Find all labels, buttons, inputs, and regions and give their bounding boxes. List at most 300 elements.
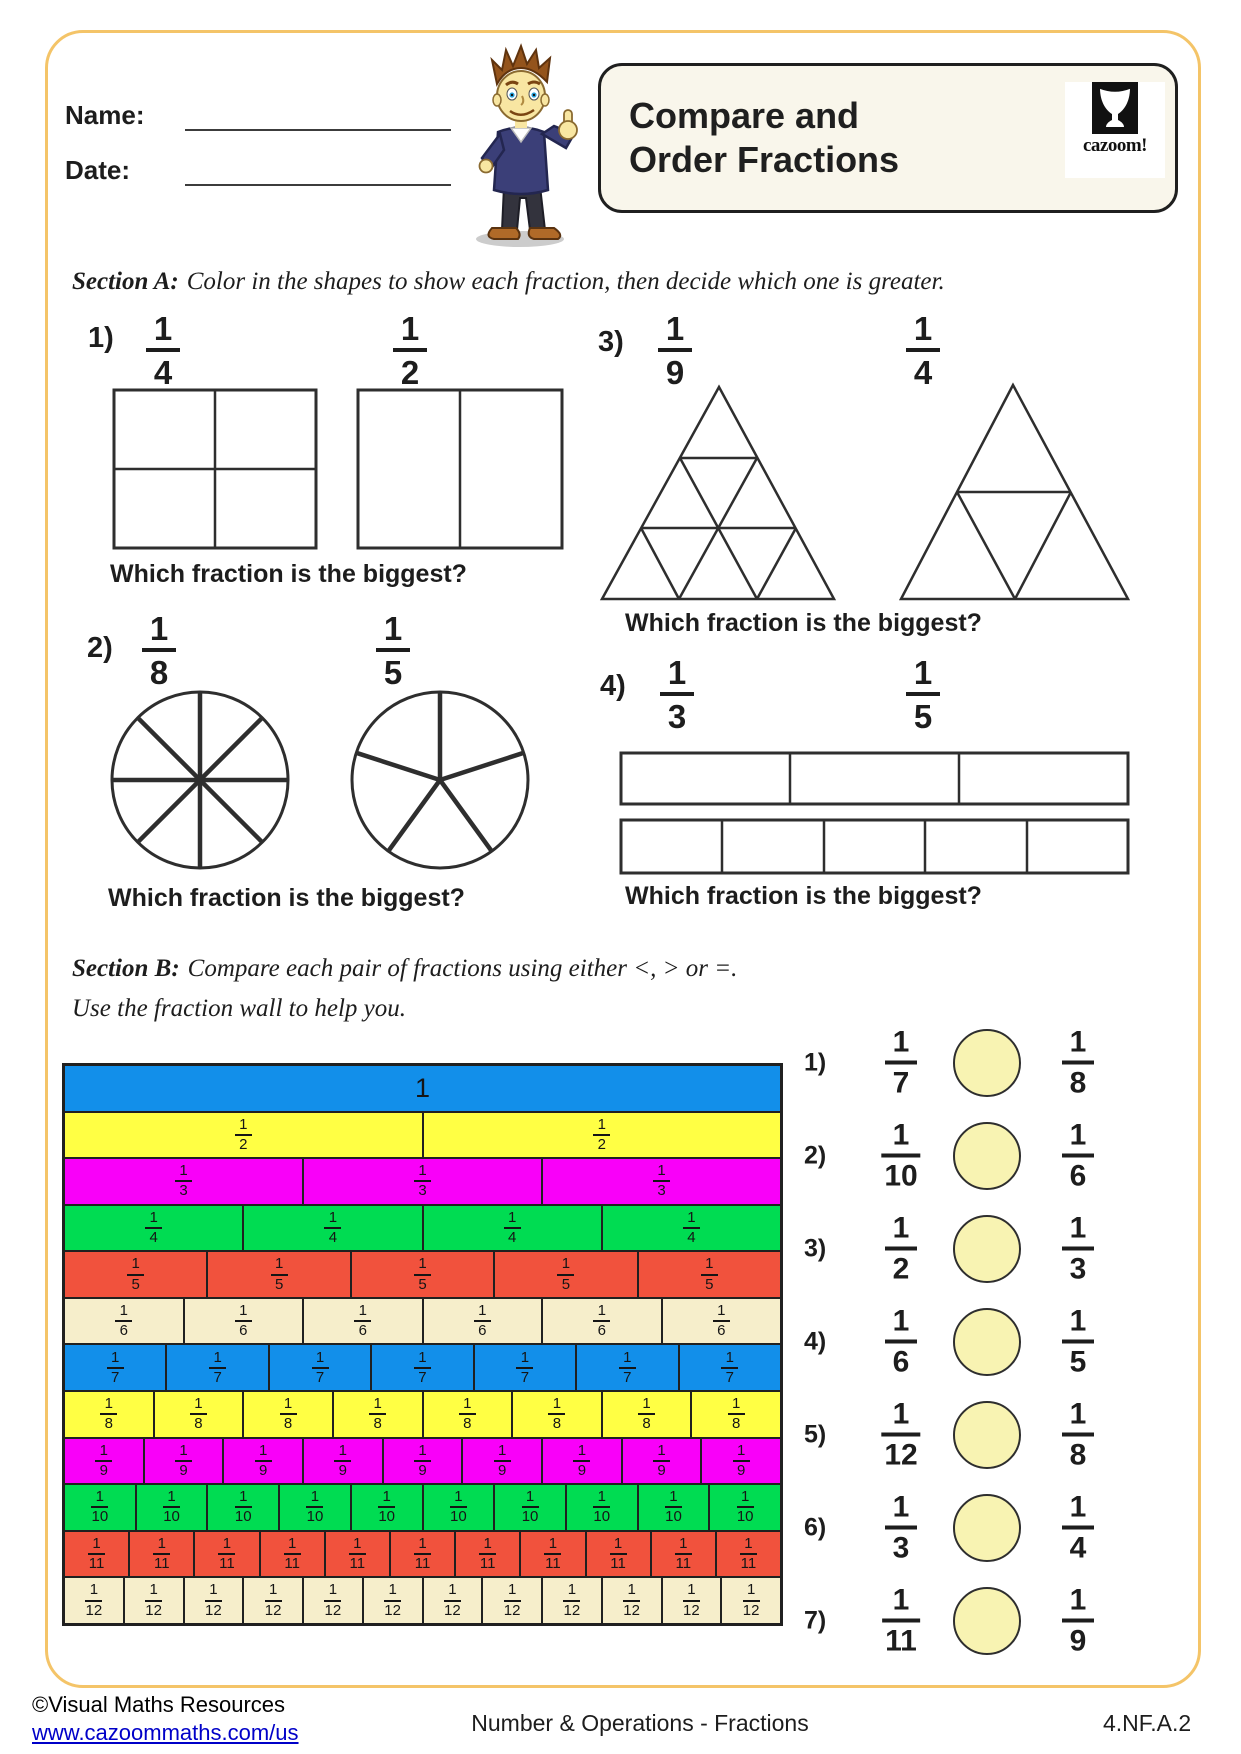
worksheet-title-line1: Compare and — [629, 95, 860, 136]
fraction-numerator: 1 — [373, 1395, 382, 1413]
left-fraction — [885, 1490, 917, 1565]
fraction-denominator: 4 — [687, 1229, 696, 1247]
wall-cell — [575, 1345, 677, 1390]
fraction-numerator: 1 — [287, 1534, 297, 1552]
wall-label-fraction — [653, 1163, 670, 1199]
fraction-numerator: 1 — [328, 1208, 338, 1226]
name-label: Name: — [65, 100, 145, 130]
fraction-numerator: 1 — [627, 1581, 636, 1599]
fraction-denominator: 12 — [264, 1601, 282, 1619]
fraction-denominator: 7 — [111, 1368, 120, 1386]
fraction-numerator: 1 — [741, 1488, 750, 1506]
fraction-denominator: 11 — [153, 1555, 170, 1573]
wall-label-fraction — [414, 1443, 431, 1479]
fraction-denominator: 12 — [884, 1438, 918, 1472]
fraction-bar — [882, 1619, 920, 1623]
fraction-wall — [62, 1063, 783, 1626]
fraction-denominator: 12 — [444, 1601, 461, 1619]
fraction-numerator: 1 — [1069, 1583, 1087, 1617]
left-fraction — [881, 1118, 920, 1193]
wall-cell — [242, 1578, 302, 1623]
fraction-numerator: 1 — [153, 310, 173, 347]
wall-row-2 — [65, 1111, 780, 1158]
wall-cell — [473, 1345, 575, 1390]
wall-label-fraction — [175, 1443, 192, 1479]
wall-cell — [382, 1439, 462, 1484]
fraction-denominator: 6 — [478, 1322, 487, 1340]
fraction-numerator: 1 — [498, 1441, 507, 1459]
left-fraction — [885, 1304, 917, 1379]
answer-circle[interactable] — [953, 1494, 1021, 1562]
fraction-denominator: 5 — [705, 1275, 714, 1293]
wall-label-fraction — [737, 1489, 754, 1525]
fraction-denominator: 11 — [885, 1624, 917, 1658]
fraction-denominator: 10 — [234, 1508, 252, 1526]
wall-label-fraction — [619, 1350, 636, 1386]
fraction-numerator: 1 — [892, 1490, 910, 1524]
left-fraction — [882, 1583, 920, 1658]
fraction-denominator: 7 — [520, 1368, 530, 1386]
fraction-numerator: 1 — [400, 310, 420, 347]
wall-label-fraction — [593, 1117, 610, 1153]
wall-label-fraction — [504, 1582, 521, 1618]
fraction-denominator: 12 — [563, 1601, 581, 1619]
fraction-denominator: 11 — [740, 1555, 757, 1573]
fraction-numerator: 1 — [338, 1441, 348, 1459]
wall-cell — [278, 1485, 350, 1530]
comparison-problem-2 — [790, 1109, 1134, 1203]
wall-label-fraction — [459, 1396, 476, 1432]
fraction-denominator: 11 — [545, 1555, 561, 1573]
fraction-denominator: 5 — [418, 1275, 427, 1293]
comparison-problem-4 — [790, 1295, 1134, 1389]
comparison-problem-7 — [790, 1574, 1134, 1668]
wall-cell — [422, 1206, 601, 1251]
wall-label-fraction — [701, 1256, 718, 1292]
wall-cell — [206, 1485, 278, 1530]
fraction-numerator: 1 — [1069, 1211, 1087, 1245]
left-fraction — [885, 1025, 917, 1100]
fraction-bar — [1062, 1619, 1094, 1623]
footer-copyright: ©Visual Maths Resources — [32, 1692, 286, 1717]
wall-cell — [461, 1439, 541, 1484]
fraction-numerator: 1 — [561, 1255, 571, 1273]
fraction-bar — [660, 692, 694, 696]
wall-label-fraction — [88, 1536, 105, 1572]
wall-cell — [222, 1439, 302, 1484]
fraction-numerator: 1 — [315, 1348, 325, 1366]
wall-cell — [690, 1392, 780, 1437]
fraction-numerator: 1 — [892, 1397, 910, 1431]
wall-cell — [601, 1578, 661, 1623]
problem-label: 4) — [804, 1327, 827, 1356]
fraction-numerator: 1 — [669, 1488, 678, 1506]
fraction-numerator: 1 — [167, 1488, 176, 1506]
comparison-problem-3 — [790, 1202, 1134, 1296]
wall-cell — [65, 1392, 153, 1437]
wall-label-fraction — [369, 1396, 386, 1432]
fraction-numerator: 1 — [892, 1304, 910, 1338]
fraction-denominator: 7 — [418, 1368, 427, 1386]
squares-coloring-diagram[interactable] — [112, 388, 564, 552]
fraction-bar — [885, 1247, 917, 1251]
fraction-denominator: 8 — [732, 1415, 741, 1433]
fraction-numerator: 1 — [679, 1534, 688, 1552]
wall-cell — [422, 1113, 781, 1158]
fraction-numerator: 1 — [259, 1441, 268, 1459]
wall-label-fraction — [271, 1256, 288, 1292]
wall-label-fraction — [145, 1582, 162, 1618]
wall-cell — [65, 1299, 183, 1344]
problem-3-label: 3) — [598, 326, 624, 358]
wall-label-fraction — [638, 1396, 655, 1432]
fraction-numerator: 1 — [732, 1395, 741, 1413]
footer-standard-code: 4.NF.A.2 — [1103, 1710, 1192, 1736]
fraction-numerator: 1 — [111, 1348, 120, 1366]
wall-cell — [65, 1206, 242, 1251]
wall-label-fraction — [163, 1489, 180, 1525]
fraction-bar — [881, 1433, 920, 1437]
wall-label-fraction — [91, 1489, 108, 1525]
wall-label-fraction — [100, 1396, 117, 1432]
sectionb-problems — [790, 0, 1134, 1754]
fraction-denominator: 6 — [1069, 1159, 1087, 1193]
problem-1-right-fraction — [393, 312, 427, 389]
fraction-numerator: 1 — [179, 1162, 188, 1180]
wall-label-fraction — [153, 1536, 170, 1572]
wall-label-fraction — [414, 1536, 431, 1572]
fraction-numerator: 1 — [149, 1581, 158, 1599]
fraction-denominator: 12 — [384, 1601, 401, 1619]
wall-label-fraction — [516, 1350, 533, 1386]
fraction-denominator: 9 — [179, 1461, 188, 1479]
fraction-denominator: 7 — [213, 1368, 222, 1386]
fraction-denominator: 7 — [892, 1066, 910, 1100]
wall-cell — [65, 1532, 128, 1577]
date-input-line[interactable] — [185, 184, 451, 186]
answer-circle[interactable] — [953, 1122, 1021, 1190]
fraction-denominator: 12 — [623, 1601, 640, 1619]
fraction-denominator: 10 — [736, 1508, 754, 1526]
problem-label: 3) — [804, 1234, 827, 1263]
wall-label-fraction — [324, 1210, 341, 1246]
fraction-numerator: 1 — [746, 1581, 756, 1599]
fraction-denominator: 2 — [400, 354, 420, 391]
fraction-numerator: 1 — [725, 1348, 734, 1366]
fraction-numerator: 1 — [89, 1581, 99, 1599]
wall-label-whole: 1 — [414, 1072, 431, 1103]
problem-2-right-fraction — [376, 612, 410, 689]
date-label: Date: — [65, 155, 131, 185]
wall-cell — [153, 1392, 243, 1437]
fraction-denominator: 10 — [306, 1508, 324, 1526]
wall-cell — [128, 1532, 193, 1577]
fraction-bar — [1062, 1154, 1094, 1158]
wall-cell — [637, 1485, 709, 1530]
fraction-denominator: 6 — [119, 1322, 128, 1340]
wall-cell — [65, 1578, 123, 1623]
wall-label-fraction — [414, 1350, 431, 1386]
problem-3-left-fraction — [658, 312, 692, 389]
fraction-denominator: 12 — [742, 1601, 760, 1619]
fraction-numerator: 1 — [525, 1488, 535, 1506]
wall-label-fraction — [190, 1396, 207, 1432]
wall-row-11 — [65, 1530, 780, 1577]
fraction-denominator: 4 — [507, 1229, 517, 1247]
wall-cell — [422, 1485, 494, 1530]
fraction-denominator: 5 — [274, 1275, 284, 1293]
fraction-numerator: 1 — [705, 1255, 714, 1273]
fraction-numerator: 1 — [892, 1118, 910, 1152]
fraction-numerator: 1 — [358, 1301, 367, 1319]
fraction-denominator: 8 — [194, 1415, 203, 1433]
wall-label-fraction — [593, 1489, 610, 1525]
fraction-numerator: 1 — [737, 1441, 746, 1459]
comparison-problem-5 — [790, 1388, 1134, 1482]
fraction-numerator: 1 — [1069, 1397, 1087, 1431]
fraction-denominator: 10 — [521, 1508, 539, 1526]
wall-cell — [65, 1113, 422, 1158]
fraction-numerator: 1 — [239, 1301, 248, 1319]
fraction-denominator: 6 — [597, 1322, 606, 1340]
answer-circle[interactable] — [953, 1308, 1021, 1376]
wall-cell — [511, 1392, 601, 1437]
wall-cell — [65, 1485, 135, 1530]
answer-circle[interactable] — [953, 1029, 1021, 1097]
fraction-numerator: 1 — [149, 610, 169, 647]
wall-cell — [708, 1485, 780, 1530]
fraction-denominator: 9 — [99, 1461, 108, 1479]
fraction-numerator: 1 — [892, 1583, 910, 1617]
right-fraction — [1062, 1211, 1094, 1286]
wall-cell — [565, 1485, 637, 1530]
fraction-numerator: 1 — [913, 310, 933, 347]
wall-cell — [65, 1439, 143, 1484]
fraction-denominator: 11 — [219, 1555, 235, 1573]
right-fraction — [1062, 1025, 1094, 1100]
wall-cell — [362, 1578, 422, 1623]
fraction-denominator: 5 — [561, 1275, 571, 1293]
wall-cell — [183, 1578, 243, 1623]
fraction-denominator: 8 — [373, 1415, 382, 1433]
fraction-denominator: 12 — [85, 1601, 103, 1619]
fraction-bar — [881, 1154, 920, 1158]
wall-cell — [242, 1392, 332, 1437]
wall-label-fraction — [235, 1489, 252, 1525]
footer-topic: Number & Operations - Fractions — [471, 1710, 809, 1736]
fraction-numerator: 1 — [388, 1581, 397, 1599]
problem-4-left-fraction — [660, 656, 694, 733]
fraction-bar — [1062, 1340, 1094, 1344]
fraction-numerator: 1 — [448, 1581, 457, 1599]
wall-cell — [65, 1066, 780, 1111]
section-a-instruction: Color in the shapes to show each fraction, then decide which one is greater. — [186, 268, 945, 295]
fraction-numerator: 1 — [892, 1211, 910, 1245]
answer-circle[interactable] — [953, 1401, 1021, 1469]
left-fraction — [885, 1211, 917, 1286]
answer-circle[interactable] — [953, 1215, 1021, 1283]
fraction-denominator: 4 — [153, 354, 173, 391]
fraction-denominator: 8 — [463, 1415, 472, 1433]
wall-cell — [422, 1299, 542, 1344]
wall-cell — [165, 1345, 267, 1390]
answer-circle[interactable] — [953, 1587, 1021, 1655]
section-b-instruction-line2: Use the fraction wall to help you. — [72, 995, 406, 1022]
wall-label-fraction — [265, 1582, 282, 1618]
fraction-numerator: 1 — [268, 1581, 278, 1599]
wall-row-9 — [65, 1437, 780, 1484]
fraction-bar — [658, 348, 692, 352]
worksheet-title-line2: Order Fractions — [629, 139, 900, 180]
fraction-numerator: 1 — [157, 1534, 166, 1552]
fraction-denominator: 2 — [239, 1135, 248, 1153]
wall-label-fraction — [721, 1350, 738, 1386]
right-fraction — [1062, 1583, 1094, 1658]
fraction-denominator: 11 — [414, 1555, 431, 1573]
wall-row-12 — [65, 1576, 780, 1623]
problem-label: 6) — [804, 1513, 827, 1542]
fraction-numerator: 1 — [717, 1301, 726, 1319]
wall-cell — [541, 1439, 621, 1484]
fraction-denominator: 10 — [884, 1159, 918, 1193]
fraction-numerator: 1 — [283, 1395, 293, 1413]
fraction-denominator: 12 — [683, 1601, 700, 1619]
wall-cell — [268, 1345, 370, 1390]
wall-label-fraction — [384, 1582, 401, 1618]
wall-cell — [678, 1345, 780, 1390]
fraction-numerator: 1 — [131, 1255, 140, 1273]
problem-label: 2) — [804, 1141, 827, 1170]
wall-cell — [519, 1532, 584, 1577]
fraction-bar — [1062, 1433, 1094, 1437]
wall-cell — [601, 1206, 780, 1251]
fraction-numerator: 1 — [892, 1025, 910, 1059]
circles-coloring-diagram[interactable] — [108, 688, 532, 872]
fraction-numerator: 1 — [478, 1301, 487, 1319]
fraction-denominator: 10 — [450, 1508, 467, 1526]
wall-label-fraction — [95, 1443, 112, 1479]
wall-label-fraction — [175, 1163, 192, 1199]
fraction-denominator: 10 — [91, 1508, 109, 1526]
wall-label-fraction — [733, 1443, 750, 1479]
problem-label: 7) — [804, 1606, 827, 1635]
fraction-denominator: 9 — [657, 1461, 666, 1479]
wall-cell — [601, 1392, 691, 1437]
fraction-numerator: 1 — [328, 1581, 338, 1599]
fraction-numerator: 1 — [613, 1534, 623, 1552]
fraction-denominator: 8 — [552, 1415, 562, 1433]
wall-cell — [135, 1485, 207, 1530]
wall-row-7 — [65, 1343, 780, 1390]
fraction-denominator: 10 — [378, 1508, 395, 1526]
problem-4-label: 4) — [600, 670, 626, 702]
wall-label-fraction — [494, 1443, 511, 1479]
fraction-numerator: 1 — [548, 1534, 558, 1552]
problem-2-question: Which fraction is the biggest? — [108, 884, 465, 912]
fraction-numerator: 1 — [239, 1488, 248, 1506]
wall-label-fraction — [544, 1536, 561, 1572]
name-input-line[interactable] — [185, 129, 451, 131]
section-a-label: Section A: — [72, 268, 179, 295]
wall-label-fraction — [444, 1582, 461, 1618]
wall-cell — [332, 1392, 422, 1437]
fraction-numerator: 1 — [99, 1441, 108, 1459]
fraction-denominator: 7 — [725, 1368, 734, 1386]
wall-cell — [661, 1578, 721, 1623]
fraction-denominator: 8 — [642, 1415, 651, 1433]
wall-cell — [65, 1159, 302, 1204]
fraction-denominator: 5 — [383, 654, 403, 691]
wall-row-4 — [65, 1204, 780, 1251]
fraction-numerator: 1 — [665, 310, 685, 347]
fraction-denominator: 8 — [283, 1415, 293, 1433]
wall-label-fraction — [548, 1396, 565, 1432]
wall-cell — [389, 1532, 454, 1577]
wall-cell — [143, 1439, 223, 1484]
fraction-numerator: 1 — [507, 1208, 517, 1226]
fraction-numerator: 1 — [483, 1534, 492, 1552]
footer-website-link[interactable]: www.cazoommaths.com/us — [32, 1720, 299, 1745]
section-b-label: Section B: — [72, 955, 180, 982]
wall-cell — [541, 1299, 661, 1344]
wall-label-fraction — [218, 1536, 235, 1572]
fraction-numerator: 1 — [642, 1395, 651, 1413]
wall-label-fraction — [522, 1489, 539, 1525]
fraction-numerator: 1 — [507, 1581, 517, 1599]
wall-cell — [650, 1532, 715, 1577]
fraction-denominator: 11 — [88, 1555, 105, 1573]
wall-cell — [350, 1485, 422, 1530]
wall-cell — [541, 1578, 601, 1623]
wall-label-fraction — [479, 1536, 496, 1572]
fraction-denominator: 3 — [657, 1182, 666, 1200]
wall-row-3 — [65, 1157, 780, 1204]
fraction-numerator: 1 — [119, 1301, 128, 1319]
wall-row-5 — [65, 1250, 780, 1297]
wall-cell — [302, 1159, 541, 1204]
wall-cell — [259, 1532, 324, 1577]
fraction-denominator: 8 — [104, 1415, 113, 1433]
problem-label: 1) — [804, 1048, 827, 1077]
wall-label-fraction — [563, 1582, 580, 1618]
wall-cell — [621, 1439, 701, 1484]
fraction-numerator: 1 — [179, 1441, 188, 1459]
problem-3-question: Which fraction is the biggest? — [625, 609, 982, 637]
fraction-numerator: 1 — [418, 1255, 427, 1273]
right-fraction — [1062, 1397, 1094, 1472]
wall-cell — [585, 1532, 650, 1577]
wall-label-fraction — [593, 1303, 610, 1339]
fraction-denominator: 11 — [349, 1555, 366, 1573]
fraction-denominator: 3 — [892, 1531, 910, 1565]
fraction-denominator: 4 — [913, 354, 933, 391]
wall-row-6 — [65, 1297, 780, 1344]
wall-cell — [193, 1532, 258, 1577]
fraction-numerator: 1 — [418, 1534, 427, 1552]
fraction-numerator: 1 — [418, 1348, 427, 1366]
wall-label-fraction — [740, 1536, 757, 1572]
fraction-numerator: 1 — [597, 1488, 606, 1506]
fraction-denominator: 4 — [149, 1229, 158, 1247]
wall-label-fraction — [334, 1443, 351, 1479]
fraction-numerator: 1 — [104, 1395, 113, 1413]
wall-cell — [242, 1206, 421, 1251]
fraction-denominator: 11 — [284, 1555, 300, 1573]
left-fraction — [881, 1397, 920, 1472]
wall-cell — [302, 1578, 362, 1623]
fraction-numerator: 1 — [577, 1441, 587, 1459]
fraction-denominator: 10 — [593, 1508, 611, 1526]
